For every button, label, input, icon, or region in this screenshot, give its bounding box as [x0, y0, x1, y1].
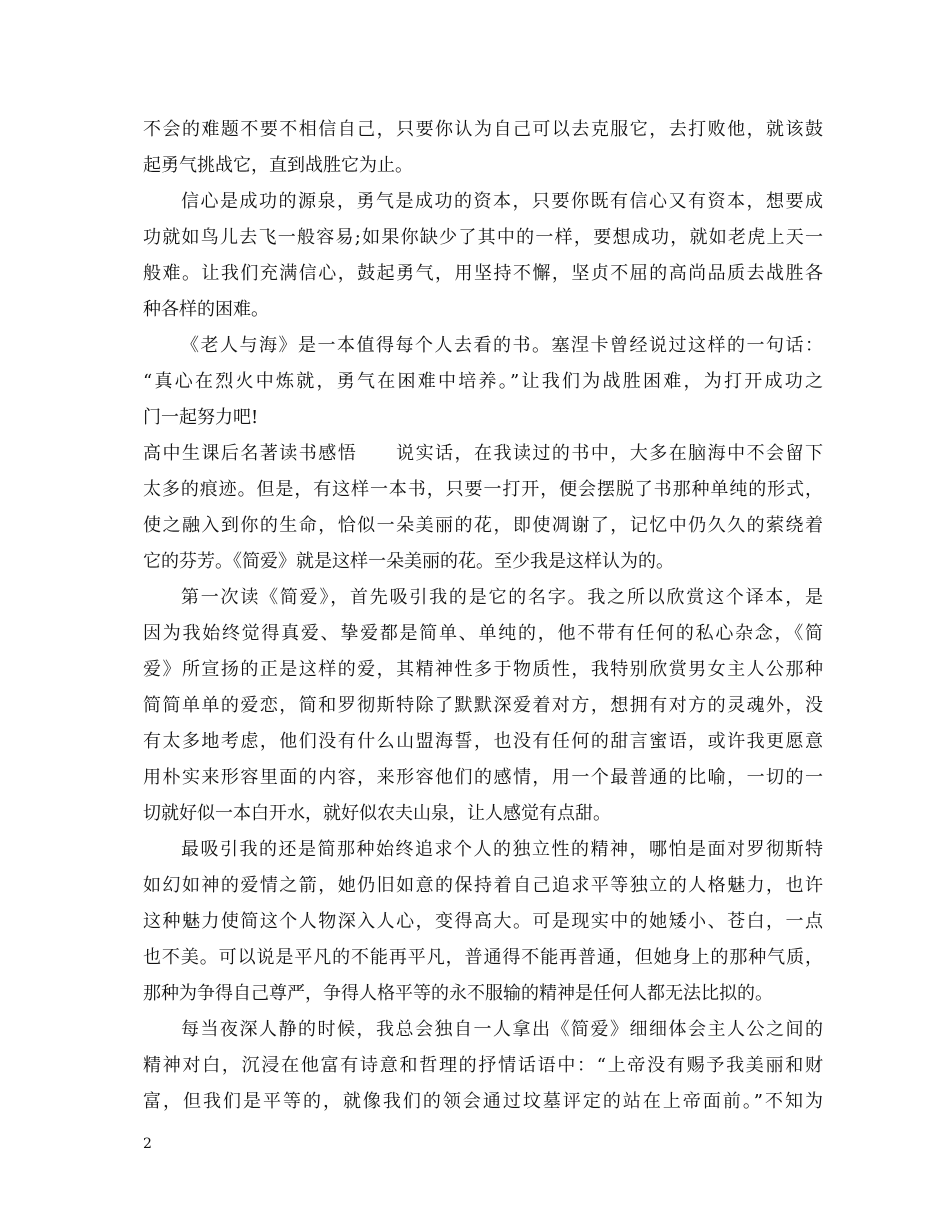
- text-line: 富，但我们是平等的，就像我们的领会通过坟墓评定的站在上帝面前。”不知为: [143, 1091, 823, 1112]
- text-line: 信心是成功的源泉，勇气是成功的资本，只要你既有信心又有资本，想要成: [181, 191, 823, 212]
- text-line: 第一次读《简爱》，首先吸引我的是它的名字。我之所以欣赏这个译本，是: [181, 587, 823, 608]
- text-line: 简简单单的爱恋，简和罗彻斯特除了默默深爱着对方，想拥有对方的灵魂外，没: [143, 695, 823, 716]
- text-line: 精神对白，沉浸在他富有诗意和哲理的抒情话语中：“上帝没有赐予我美丽和财: [143, 1055, 823, 1076]
- text-line: 也不美。可以说是平凡的不能再平凡，普通得不能再普通，但她身上的那种气质，: [143, 947, 823, 968]
- text-line: 起勇气挑战它，直到战胜它为止。: [143, 155, 413, 176]
- page-number: 2: [143, 1136, 152, 1152]
- text-line: 爱》所宣扬的正是这样的爱，其精神性多于物质性，我特别欣赏男女主人公那种: [143, 659, 823, 680]
- text-line: 如幻如神的爱情之箭，她仍旧如意的保持着自己追求平等独立的人格魅力，也许: [143, 875, 823, 896]
- text-line: 不会的难题不要不相信自己，只要你认为自己可以去克服它，去打败他，就该鼓: [143, 119, 823, 140]
- text-line: 这种魅力使简这个人物深入人心，变得高大。可是现实中的她矮小、苍白，一点: [143, 911, 823, 932]
- text-line: 太多的痕迹。但是，有这样一本书，只要一打开，便会摆脱了书那种单纯的形式，: [143, 479, 823, 500]
- text-line: 《老人与海》是一本值得每个人去看的书。塞涅卡曾经说过这样的一句话：: [181, 335, 823, 356]
- text-line: 每当夜深人静的时候，我总会独自一人拿出《简爱》细细体会主人公之间的: [181, 1019, 823, 1040]
- text-line: 切就好似一本白开水，就好似农夫山泉，让人感觉有点甜。: [143, 803, 611, 824]
- document-body: [143, 112, 823, 1120]
- text-line: 功就如鸟儿去飞一般容易;如果你缺少了其中的一样，要想成功，就如老虎上天一: [143, 227, 823, 248]
- text-line: 有太多地考虑，他们没有什么山盟海誓，也没有任何的甜言蜜语，或许我更愿意: [143, 731, 823, 752]
- text-line: 高中生课后名著读书感悟 说实话，在我读过的书中，大多在脑海中不会留下: [143, 443, 823, 464]
- text-line: 那种为争得自己尊严，争得人格平等的永不服输的精神是任何人都无法比拟的。: [143, 983, 773, 1004]
- text-line: 用朴实来形容里面的内容，来形容他们的感情，用一个最普通的比喻，一切的一: [143, 767, 823, 788]
- text-line: 种各样的困难。: [143, 299, 269, 320]
- text-line: 使之融入到你的生命，恰似一朵美丽的花，即使凋谢了，记忆中仍久久的萦绕着: [143, 515, 823, 536]
- text-line: “真心在烈火中炼就，勇气在困难中培养。”让我们为战胜困难，为打开成功之: [143, 371, 823, 392]
- text-line: 般难。让我们充满信心，鼓起勇气，用坚持不懈，坚贞不屈的高尚品质去战胜各: [143, 263, 823, 284]
- text-line: 最吸引我的还是简那种始终追求个人的独立性的精神，哪怕是面对罗彻斯特: [181, 839, 823, 860]
- text-line: 因为我始终觉得真爱、挚爱都是简单、单纯的，他不带有任何的私心杂念，《简: [143, 623, 823, 644]
- text-line: 门一起努力吧!: [143, 407, 259, 428]
- text-line: 它的芬芳。《简爱》就是这样一朵美丽的花。至少我是这样认为的。: [143, 551, 674, 572]
